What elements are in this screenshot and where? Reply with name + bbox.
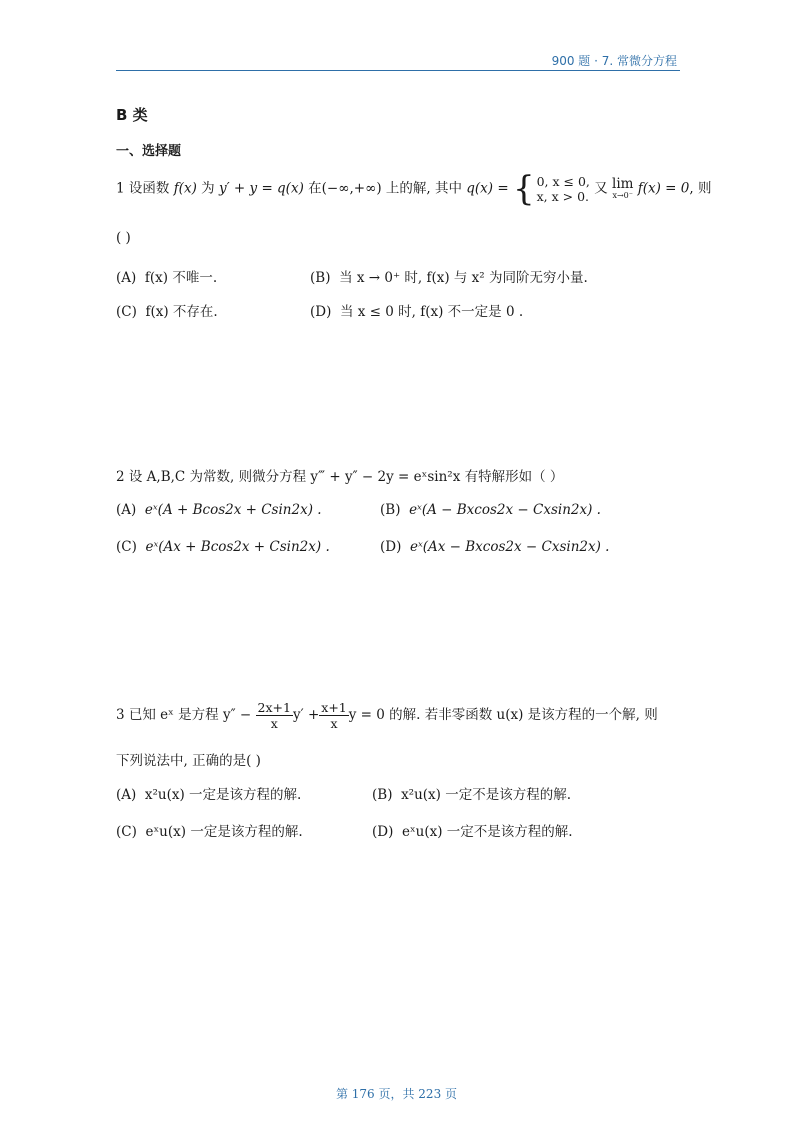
option-label: (D) — [380, 539, 402, 555]
question-3-stem — [116, 700, 658, 731]
option-text: eˣu(x) 一定是该方程的解. — [145, 824, 303, 840]
brace-icon: { — [512, 169, 535, 209]
frac-denominator: x — [330, 716, 338, 731]
option-label: (C) — [116, 824, 137, 840]
question-2-stem — [116, 465, 563, 485]
header-rule — [116, 70, 680, 71]
option-label: (B) — [310, 270, 331, 286]
option-2-d[interactable] — [380, 539, 609, 555]
q1-text: , 则 — [689, 180, 712, 197]
fraction-2 — [319, 700, 348, 731]
question-number: 3 — [116, 707, 125, 723]
question-3-stem-line2: 下列说法中, 正确的是( ) — [116, 753, 261, 769]
option-3-a[interactable] — [116, 783, 301, 803]
option-2-c[interactable] — [116, 539, 330, 555]
option-text: eˣ(Ax − Bxcos2x − Cxsin2x) . — [409, 539, 610, 555]
question-1-stem — [116, 169, 712, 209]
option-1-a[interactable] — [116, 266, 217, 286]
q3-text: y = 0 的解. 若非零函数 u(x) 是该方程的一个解, 则 — [348, 707, 658, 723]
option-text: eˣu(x) 一定不是该方程的解. — [401, 824, 573, 840]
option-3-d[interactable] — [372, 820, 573, 840]
fraction-1 — [256, 700, 293, 731]
header-title: 900 题 · 7. 常微分方程 — [551, 54, 677, 68]
frac-numerator: 2x+1 — [257, 700, 291, 715]
option-label: (D) — [372, 824, 394, 840]
option-label: (B) — [380, 502, 401, 518]
option-text: f(x) 不唯一. — [144, 270, 218, 286]
option-text: eˣ(A + Bcos2x + Csin2x) . — [144, 502, 322, 518]
q1-interval: (−∞,+∞) — [321, 180, 382, 197]
option-label: (A) — [116, 787, 137, 803]
part-title: 一、选择题 — [116, 144, 182, 159]
option-label: (C) — [116, 539, 137, 555]
q1-qx: q(x) = — [466, 180, 509, 197]
option-1-b[interactable] — [310, 266, 588, 286]
option-text: f(x) 不存在. — [145, 304, 218, 320]
page-footer: 第 176 页，共 223 页 — [335, 1087, 458, 1101]
option-label: (A) — [116, 502, 137, 518]
question-1-answer-blank: ( ) — [116, 230, 131, 246]
lim-label: lim — [612, 176, 634, 193]
q3-text: y′ + — [292, 707, 320, 723]
option-1-d[interactable] — [310, 300, 523, 320]
option-3-b[interactable] — [372, 783, 571, 803]
lim-sub: x→0⁻ — [612, 190, 633, 200]
limit — [612, 178, 633, 200]
question-number: 2 — [116, 469, 125, 485]
q1-text: 在 — [303, 180, 322, 197]
q1-text: 上的解, 其中 — [381, 180, 467, 197]
q1-text: 为 — [196, 180, 219, 197]
case-2: x, x > 0. — [536, 189, 590, 204]
option-3-c[interactable] — [116, 820, 303, 840]
option-label: (C) — [116, 304, 137, 320]
q1-text: 设函数 — [128, 180, 174, 197]
case-1: 0, x ≤ 0, — [536, 174, 590, 189]
option-2-a[interactable] — [116, 502, 322, 518]
option-text: eˣ(Ax + Bcos2x + Csin2x) . — [145, 539, 330, 555]
option-text: eˣ(A − Bxcos2x − Cxsin2x) . — [409, 502, 601, 518]
option-text: x²u(x) 一定是该方程的解. — [144, 787, 302, 803]
option-1-c[interactable] — [116, 300, 218, 320]
option-label: (A) — [116, 270, 137, 286]
q2-text: 设 A,B,C 为常数, 则微分方程 y‴ + y″ − 2y = eˣsin²x 有特解形如（ ） — [128, 469, 564, 485]
q1-equation: y′ + y = q(x) — [218, 180, 304, 197]
option-text: 当 x ≤ 0 时, f(x) 不一定是 0 . — [339, 304, 524, 320]
option-2-b[interactable] — [380, 502, 601, 518]
frac-denominator: x — [270, 716, 278, 731]
option-label: (D) — [310, 304, 332, 320]
frac-numerator: x+1 — [321, 700, 347, 715]
question-number: 1 — [116, 180, 125, 197]
q1-text: 又 — [589, 180, 612, 197]
section-title: B 类 — [116, 106, 148, 124]
option-text: x²u(x) 一定不是该方程的解. — [401, 787, 572, 803]
q3-text: 已知 eˣ 是方程 y″ − — [128, 707, 252, 723]
q1-func: f(x) — [173, 180, 197, 197]
piecewise-function — [512, 169, 590, 209]
q1-limit-expr: f(x) = 0 — [633, 180, 690, 197]
option-text: 当 x → 0⁺ 时, f(x) 与 x² 为同阶无穷小量. — [339, 270, 588, 286]
option-label: (B) — [372, 787, 393, 803]
